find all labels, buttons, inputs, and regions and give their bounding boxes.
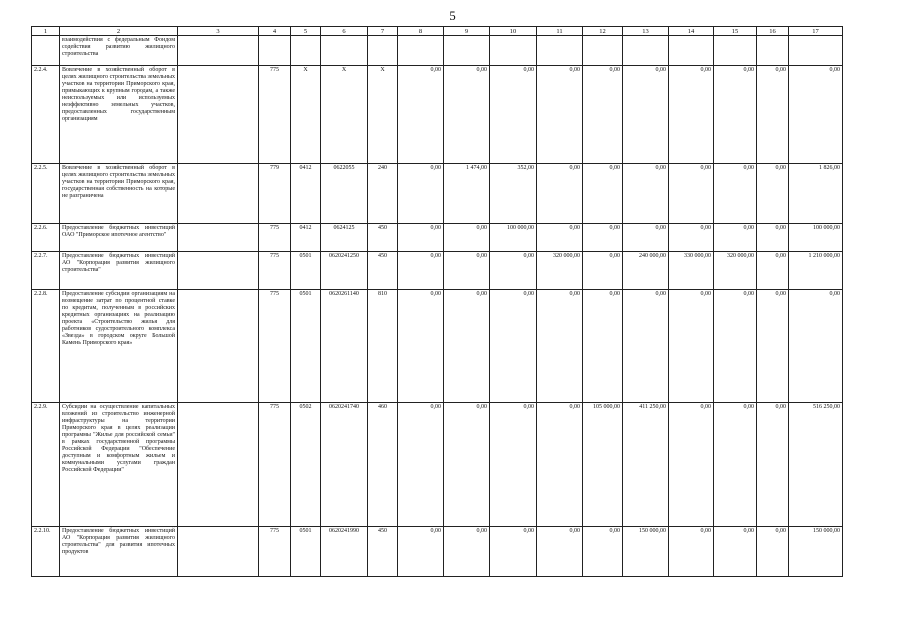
amount-cell <box>789 36 843 66</box>
amount-cell: 0,00 <box>398 66 444 164</box>
amount-cell: 352,00 <box>490 164 537 224</box>
column-number: 3 <box>178 27 259 36</box>
amount-cell: 0,00 <box>757 164 789 224</box>
expense-type-code: 240 <box>368 164 398 224</box>
amount-cell: 0,00 <box>789 290 843 403</box>
target-article-code: X <box>321 66 368 164</box>
amount-cell <box>583 36 623 66</box>
column-number: 9 <box>444 27 490 36</box>
target-article-code: 0620261140 <box>321 290 368 403</box>
amount-cell: 0,00 <box>583 224 623 252</box>
amount-cell: 0,00 <box>714 527 757 577</box>
expense-type-code: 450 <box>368 527 398 577</box>
executor-cell <box>178 36 259 66</box>
amount-cell: 411 250,00 <box>623 403 669 527</box>
amount-cell: 0,00 <box>444 527 490 577</box>
amount-cell: 0,00 <box>490 527 537 577</box>
column-number: 4 <box>259 27 291 36</box>
section-code: X <box>291 66 321 164</box>
amount-cell: 0,00 <box>583 66 623 164</box>
expense-type-code: 450 <box>368 224 398 252</box>
amount-cell <box>398 36 444 66</box>
page-number: 5 <box>449 8 456 23</box>
amount-cell: 150 000,00 <box>789 527 843 577</box>
row-index: 2.2.10. <box>32 527 60 577</box>
executor-cell <box>178 252 259 290</box>
amount-cell: 320 000,00 <box>714 252 757 290</box>
amount-cell: 100 000,00 <box>490 224 537 252</box>
amount-cell: 0,00 <box>669 224 714 252</box>
amount-cell <box>757 36 789 66</box>
amount-cell <box>537 36 583 66</box>
executor-cell <box>178 66 259 164</box>
amount-cell: 0,00 <box>537 527 583 577</box>
amount-cell: 0,00 <box>398 403 444 527</box>
column-number: 12 <box>583 27 623 36</box>
row-index: 2.2.8. <box>32 290 60 403</box>
amount-cell: 0,00 <box>537 164 583 224</box>
column-number: 17 <box>789 27 843 36</box>
column-number: 13 <box>623 27 669 36</box>
amount-cell: 0,00 <box>398 527 444 577</box>
grbs-code: 775 <box>259 527 291 577</box>
section-code: 0502 <box>291 403 321 527</box>
row-index <box>32 36 60 66</box>
executor-cell <box>178 403 259 527</box>
amount-cell: 0,00 <box>490 290 537 403</box>
amount-cell: 0,00 <box>490 252 537 290</box>
amount-cell: 0,00 <box>669 164 714 224</box>
section-code: 0412 <box>291 164 321 224</box>
column-number: 11 <box>537 27 583 36</box>
target-article-code: 0620241250 <box>321 252 368 290</box>
table-row <box>32 224 843 252</box>
amount-cell: 105 000,00 <box>583 403 623 527</box>
column-number: 16 <box>757 27 789 36</box>
amount-cell: 240 000,00 <box>623 252 669 290</box>
column-number: 15 <box>714 27 757 36</box>
amount-cell <box>669 36 714 66</box>
amount-cell: 0,00 <box>583 290 623 403</box>
table-row <box>32 527 843 577</box>
grbs-code: 779 <box>259 164 291 224</box>
amount-cell: 1 474,00 <box>444 164 490 224</box>
amount-cell: 0,00 <box>669 66 714 164</box>
amount-cell: 150 000,00 <box>623 527 669 577</box>
amount-cell: 0,00 <box>757 290 789 403</box>
section-code: 0412 <box>291 224 321 252</box>
column-number: 6 <box>321 27 368 36</box>
amount-cell: 0,00 <box>583 252 623 290</box>
row-description: Вовлечение в хозяйственный оборот в целях жилищного строительства земельных участков на территории Приморского края, примыкающих к крупным городам, а также неиспользуемых или используемых неэффективно земельных участков, предоставленных государственным организациям <box>60 66 178 164</box>
column-number: 1 <box>32 27 60 36</box>
amount-cell: 320 000,00 <box>537 252 583 290</box>
row-index: 2.2.6. <box>32 224 60 252</box>
row-description: Предоставление бюджетных инвестиций АО "Корпорация развития жилищного строительства" для развития ипотечных продуктов <box>60 527 178 577</box>
executor-cell <box>178 224 259 252</box>
amount-cell: 1 826,00 <box>789 164 843 224</box>
amount-cell: 100 000,00 <box>789 224 843 252</box>
table-row <box>32 252 843 290</box>
expense-type-code: 450 <box>368 252 398 290</box>
table-row <box>32 66 843 164</box>
expense-type-code: 460 <box>368 403 398 527</box>
amount-cell: 0,00 <box>757 527 789 577</box>
amount-cell: 0,00 <box>537 403 583 527</box>
section-code: 0501 <box>291 527 321 577</box>
amount-cell: 0,00 <box>444 252 490 290</box>
row-index: 2.2.9. <box>32 403 60 527</box>
amount-cell: 0,00 <box>789 66 843 164</box>
target-article-code: 0622055 <box>321 164 368 224</box>
grbs-code: 775 <box>259 290 291 403</box>
target-article-code <box>321 36 368 66</box>
table-row <box>32 290 843 403</box>
grbs-code: 775 <box>259 224 291 252</box>
row-description: Предоставление субсидии организациям на возмещение затрат по процентной ставке по кредитам, полученным в российских кредитных организациях на реализацию проекта «Строительство жилья для работников судостроительного комплекса «Звезда» в городском округе Большой Камень Приморского края» <box>60 290 178 403</box>
amount-cell: 0,00 <box>444 224 490 252</box>
column-number: 7 <box>368 27 398 36</box>
executor-cell <box>178 527 259 577</box>
table-row <box>32 36 843 66</box>
amount-cell: 0,00 <box>714 403 757 527</box>
table-row <box>32 403 843 527</box>
row-description: Предоставление бюджетных инвестиций АО "Корпорация развития жилищного строительства" <box>60 252 178 290</box>
amount-cell: 0,00 <box>757 224 789 252</box>
amount-cell: 0,00 <box>757 252 789 290</box>
row-description: Предоставление бюджетных инвестиций ОАО "Приморское ипотечное агентство" <box>60 224 178 252</box>
grbs-code: 775 <box>259 66 291 164</box>
amount-cell <box>444 36 490 66</box>
row-index: 2.2.4. <box>32 66 60 164</box>
amount-cell: 0,00 <box>490 403 537 527</box>
executor-cell <box>178 290 259 403</box>
column-number: 14 <box>669 27 714 36</box>
target-article-code: 0620241990 <box>321 527 368 577</box>
amount-cell: 0,00 <box>757 403 789 527</box>
expense-type-code: 810 <box>368 290 398 403</box>
expense-type-code <box>368 36 398 66</box>
table-row <box>32 164 843 224</box>
section-code <box>291 36 321 66</box>
grbs-code: 775 <box>259 252 291 290</box>
amount-cell: 0,00 <box>444 66 490 164</box>
column-number: 10 <box>490 27 537 36</box>
amount-cell: 516 250,00 <box>789 403 843 527</box>
amount-cell: 0,00 <box>623 66 669 164</box>
amount-cell <box>490 36 537 66</box>
amount-cell: 0,00 <box>669 527 714 577</box>
column-number: 8 <box>398 27 444 36</box>
amount-cell: 0,00 <box>398 164 444 224</box>
amount-cell <box>714 36 757 66</box>
column-number: 2 <box>60 27 178 36</box>
amount-cell: 330 000,00 <box>669 252 714 290</box>
amount-cell: 0,00 <box>537 224 583 252</box>
amount-cell: 0,00 <box>714 290 757 403</box>
amount-cell: 0,00 <box>714 224 757 252</box>
amount-cell: 0,00 <box>537 66 583 164</box>
section-code: 0501 <box>291 290 321 403</box>
amount-cell: 0,00 <box>444 290 490 403</box>
amount-cell <box>623 36 669 66</box>
amount-cell: 0,00 <box>757 66 789 164</box>
amount-cell: 0,00 <box>398 290 444 403</box>
amount-cell: 0,00 <box>714 66 757 164</box>
amount-cell: 0,00 <box>623 224 669 252</box>
amount-cell: 0,00 <box>490 66 537 164</box>
amount-cell: 1 210 000,00 <box>789 252 843 290</box>
amount-cell: 0,00 <box>398 252 444 290</box>
amount-cell: 0,00 <box>669 290 714 403</box>
executor-cell <box>178 164 259 224</box>
column-number: 5 <box>291 27 321 36</box>
expense-type-code: X <box>368 66 398 164</box>
grbs-code <box>259 36 291 66</box>
amount-cell: 0,00 <box>714 164 757 224</box>
row-description: взаимодействия с федеральным Фондом содействия развитию жилищного строительства <box>60 36 178 66</box>
grbs-code: 775 <box>259 403 291 527</box>
row-index: 2.2.7. <box>32 252 60 290</box>
amount-cell: 0,00 <box>623 290 669 403</box>
section-code: 0501 <box>291 252 321 290</box>
target-article-code: 0620241740 <box>321 403 368 527</box>
budget-table <box>31 26 843 577</box>
row-description: Субсидии на осуществление капитальных вложений из строительство инженерной инфраструктуры на территории Приморского края в целях реализации программы "Жилье для российской семьи" в рамках государственной программы Российской Федерации "Обеспечение доступным и комфортным жильем и коммунальными услугами граждан Российской Федерации" <box>60 403 178 527</box>
amount-cell: 0,00 <box>583 527 623 577</box>
column-number-row <box>32 27 843 36</box>
amount-cell: 0,00 <box>583 164 623 224</box>
row-index: 2.2.5. <box>32 164 60 224</box>
amount-cell: 0,00 <box>623 164 669 224</box>
amount-cell: 0,00 <box>444 403 490 527</box>
target-article-code: 0624125 <box>321 224 368 252</box>
amount-cell: 0,00 <box>398 224 444 252</box>
amount-cell: 0,00 <box>537 290 583 403</box>
amount-cell: 0,00 <box>669 403 714 527</box>
row-description: Вовлечение в хозяйственный оборот в целях жилищного строительства земельных участков на территории Приморского края, государственная собственность на которые не разграничена <box>60 164 178 224</box>
